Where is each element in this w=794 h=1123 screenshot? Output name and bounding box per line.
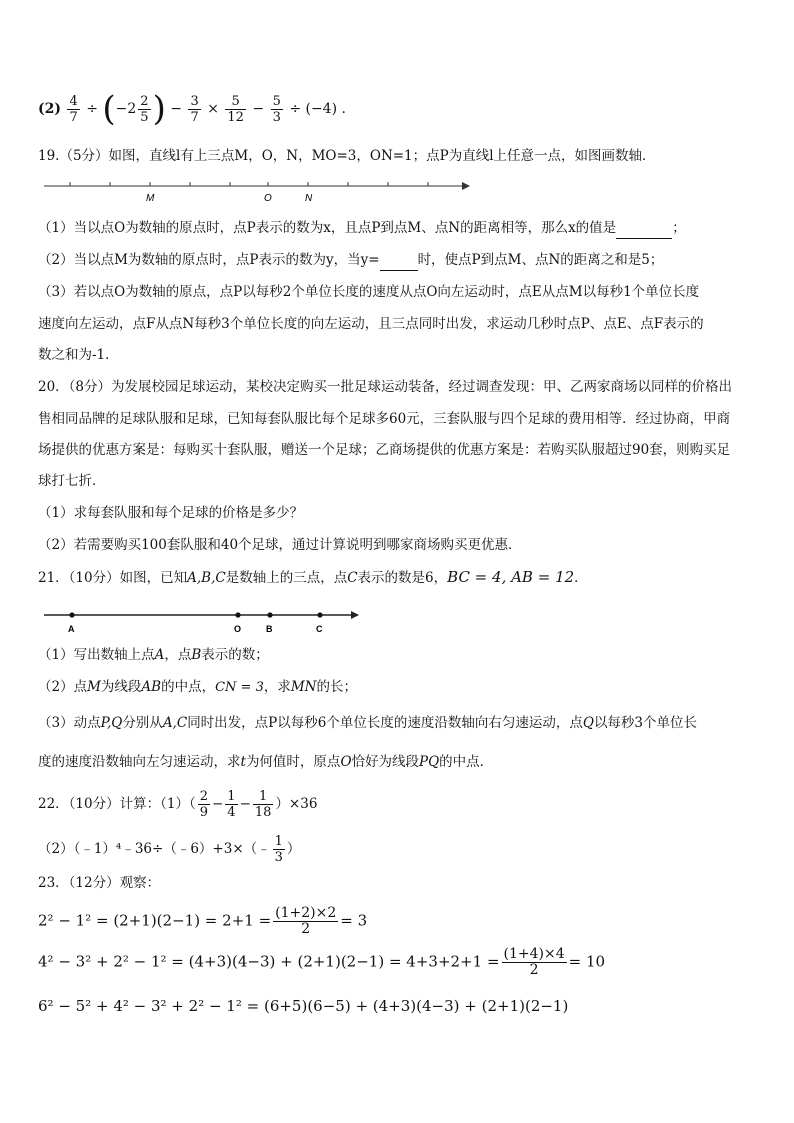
fraction: $\frac{1}{3}$: [274, 834, 283, 865]
q18-expression: (2) $\frac{4}{7}$ ÷ (−2 $\frac{2}{5}$ ) − $\frac{3}{7}$ × $\frac{5}{12}$ − $\frac{5}{3}$ ÷ (−4) .: [38, 89, 346, 129]
q23-equation-2: 4² − 3² + 2² − 1² = (4+3)(4−3) + (2+1)(2−1) = 4+3+2+1 = $\frac{(1+4)\times 4}{2}$ = 10: [38, 946, 606, 978]
q20-line3: 场提供的优惠方案是：每购买十套队服，赠送一个足球；乙商场提供的优惠方案是：若购买队服超过90套，则购买足: [38, 442, 731, 458]
point-c: [317, 612, 322, 617]
q21-intro: 21．（10分）如图，已知A,B,C是数轴上的三点，点C表示的数是6，BC = 4, AB = 12．: [38, 568, 588, 586]
q21-sub3-line2: 度的速度沿数轴向左匀速运动，求t为何值时，原点O恰好为线段PQ的中点．: [38, 754, 494, 770]
q19-part3-line1: （3）若以点O为数轴的原点，点P以每秒2个单位长度的速度从点O向左运动时，点E从点M以每秒1个单位长度: [38, 284, 700, 300]
q18-label: (2): [38, 101, 61, 117]
q21-number-line: [38, 604, 368, 636]
axis-label-a: A: [68, 624, 75, 634]
point-o: [235, 612, 240, 617]
fraction: $\frac{(1+2)\times 2}{2}$: [275, 905, 337, 937]
q22-part1: 22．（10分）计算：（1）（ $\frac{2}{9}$ − $\frac{1}{4}$ − $\frac{1}{18}$ ）×36: [38, 789, 318, 820]
q20-line1: 20．（8分）为发展校园足球运动，某校决定购买一批足球运动装备，经过调查发现：甲、乙两家商场以同样的价格出: [38, 379, 733, 395]
axis-label-n: N: [305, 193, 313, 204]
fraction: $\frac{1}{4}$: [227, 789, 236, 820]
q23-equation-1: 2² − 1² = (2+1)(2−1) = 2+1 = $\frac{(1+2)\times 2}{2}$ = 3: [38, 905, 368, 937]
q19-part1: （1）当以点O为数轴的原点时，点P表示的数为x，且点P到点M、点N的距离相等，那么x的值是 ；: [38, 218, 686, 239]
point-a: [69, 612, 74, 617]
q21-sub1: （1）写出数轴上点A，点B表示的数；: [38, 647, 269, 663]
axis-label-c: C: [316, 624, 323, 634]
answer-blank: [380, 250, 418, 271]
fraction: $\frac{3}{7}$: [190, 93, 199, 125]
answer-blank: [616, 218, 672, 239]
q19-intro: 19.（5分）如图，直线l有上三点M，O，N，MO=3，ON=1；点P为直线l上任意一点，如图画数轴．: [38, 148, 656, 164]
q21-sub3-line1: （3）动点P,Q分别从A,C同时出发，点P以每秒6个单位长度的速度沿数轴向右匀速运动，点Q以每秒3个单位长: [38, 715, 698, 731]
fraction: $\frac{(1+4)\times 4}{2}$: [503, 946, 565, 978]
q19-number-line: [38, 172, 478, 208]
axis-label-o: O: [264, 193, 272, 204]
q22-part2: （2）（﹣1）⁴﹣36÷（﹣6）+3×（﹣ $\frac{1}{3}$ ）: [38, 834, 301, 865]
point-b: [267, 612, 272, 617]
q19-part3-line2: 速度向左运动，点F从点N每秒3个单位长度的向左运动，且三点同时出发，求运动几秒时点P、点E、点F表示的: [38, 316, 704, 332]
q20-line2: 售相同品牌的足球队服和足球，已知每套队服比每个足球多60元，三套队服与四个足球的费用相等．经过协商，甲商: [38, 411, 731, 427]
q19-part3-line3: 数之和为-1．: [38, 347, 119, 363]
fraction: $\frac{4}{7}$: [69, 93, 78, 125]
q23-heading: 23．（12分）观察：: [38, 875, 161, 891]
fraction: $\frac{2}{5}$: [140, 93, 149, 125]
q20-sub1: （1）求每套队服和每个足球的价格是多少？: [38, 505, 304, 521]
axis-label-b: B: [266, 624, 273, 634]
q21-sub2: （2）点M为线段AB的中点，CN = 3，求MN的长；: [38, 679, 357, 695]
fraction: $\frac{2}{9}$: [199, 789, 208, 820]
fraction: $\frac{5}{3}$: [272, 93, 281, 125]
axis-label-o: O: [234, 624, 242, 634]
q23-equation-3: 6² − 5² + 4² − 3² + 2² − 1² = (6+5)(6−5) + (4+3)(4−3) + (2+1)(2−1): [38, 997, 569, 1015]
q20-line4: 球打七折．: [38, 473, 106, 489]
fraction: $\frac{5}{12}$: [227, 93, 244, 125]
axis-label-m: M: [146, 193, 155, 204]
q20-sub2: （2）若需要购买100套队服和40个足球，通过计算说明到哪家商场购买更优惠．: [38, 537, 522, 553]
q19-part2: （2）当以点M为数轴的原点时，点P表示的数为y，当y= 时，使点P到点M、点N的距离之和是5；: [38, 250, 663, 271]
fraction: $\frac{1}{18}$: [254, 789, 272, 820]
